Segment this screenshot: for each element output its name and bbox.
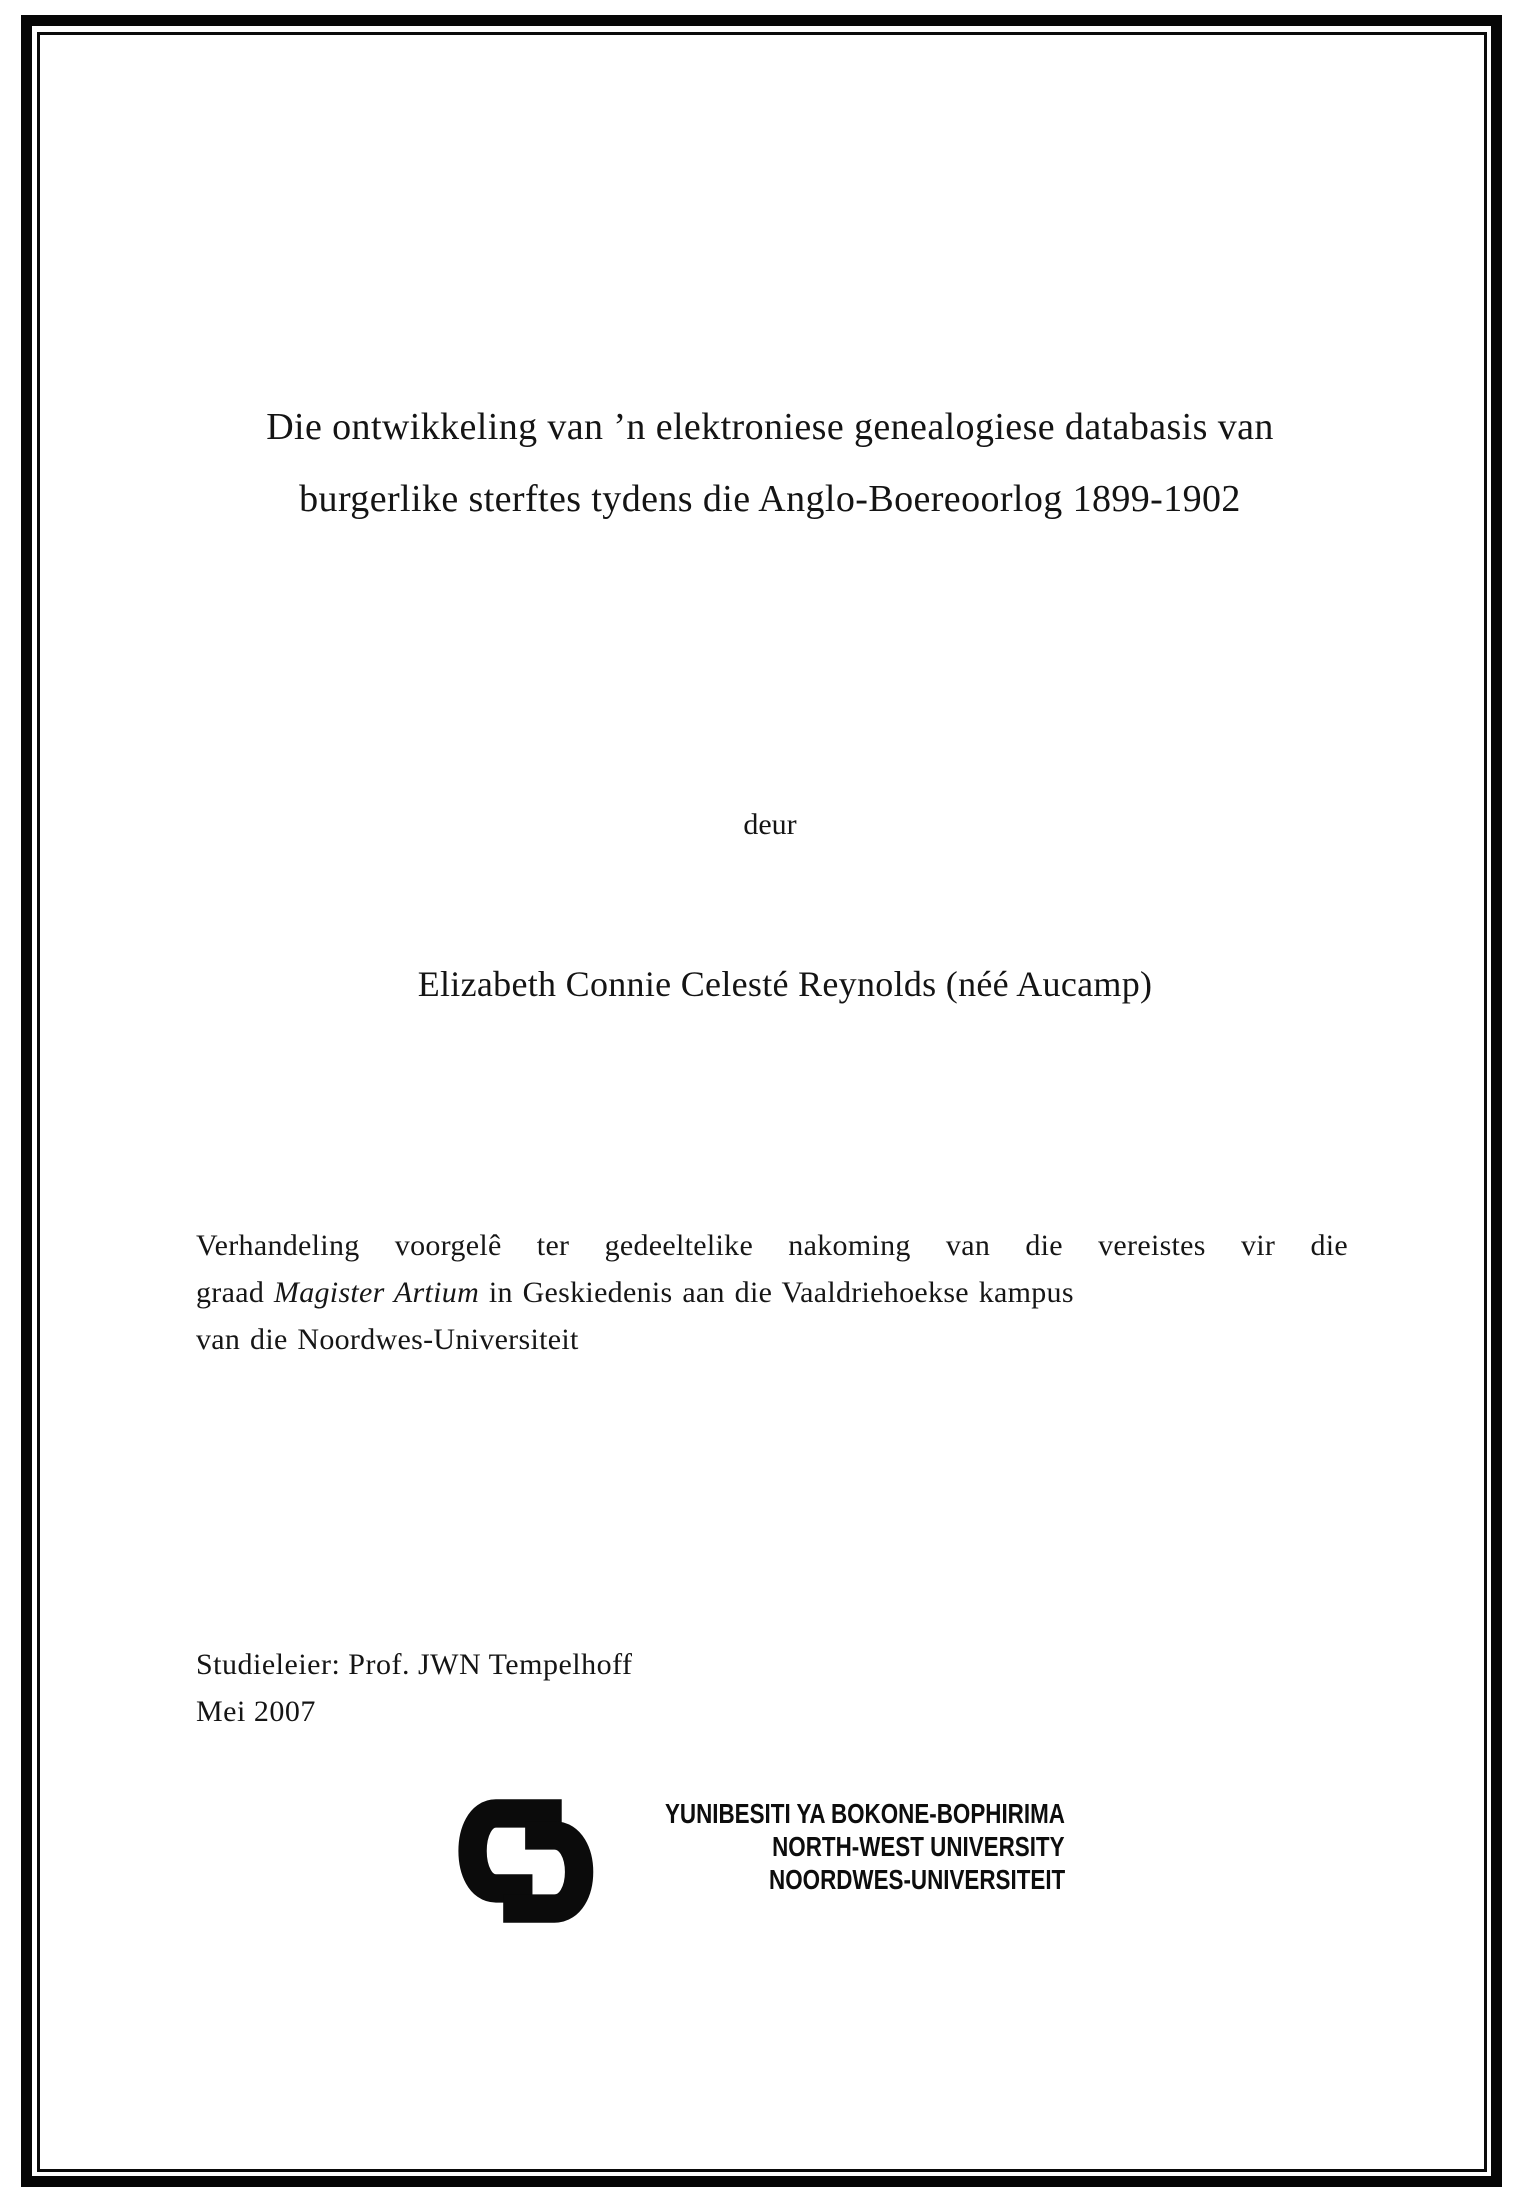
thesis-title-line-1: Die ontwikkeling van ’n elektroniese genealogiese databasis van	[266, 406, 1274, 448]
byline-label: deur	[743, 808, 797, 841]
statement-line-2-prefix: graad	[196, 1276, 274, 1309]
statement-degree-name: Magister Artium	[273, 1276, 480, 1309]
statement-line-1: Verhandeling voorgelê ter gedeeltelike nakoming van die vereistes vir die	[196, 1229, 1348, 1262]
date-line: Mei 2007	[196, 1695, 316, 1728]
nwu-logo-icon	[452, 1797, 612, 1925]
scan-border-inner	[37, 32, 1487, 2172]
statement-line-2	[196, 1269, 1348, 1316]
thesis-title-line-2: burgerlike sterftes tydens die Anglo-Boereoorlog 1899-1902	[299, 478, 1241, 520]
author-name: Elizabeth Connie Celesté Reynolds (néé Aucamp)	[417, 964, 1153, 1004]
logo-text-line-1: YUNIBESITI YA BOKONE-BOPHIRIMA	[665, 1798, 1065, 1829]
logo-text-line-2: NORTH-WEST UNIVERSITY	[772, 1831, 1065, 1862]
logo-text-line-3: NOORDWES-UNIVERSITEIT	[768, 1864, 1065, 1895]
thesis-title	[195, 391, 1345, 535]
statement-line-3: van die Noordwes-Universiteit	[196, 1323, 579, 1356]
supervisor-block	[196, 1641, 633, 1735]
supervisor-line: Studieleier: Prof. JWN Tempelhoff	[196, 1648, 633, 1681]
thesis-statement	[196, 1222, 1348, 1363]
statement-line-2-suffix: in Geskiedenis aan die Vaaldriehoekse kampus	[479, 1276, 1074, 1309]
